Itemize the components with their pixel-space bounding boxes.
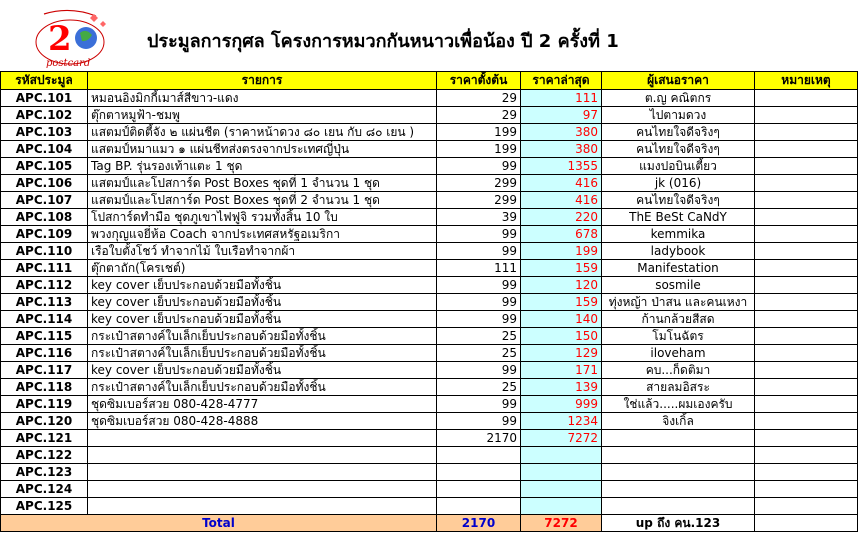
- table-row: [1, 158, 858, 175]
- total-label[interactable]: Total: [1, 515, 437, 532]
- cell-code[interactable]: APC.104: [1, 141, 88, 158]
- cell-note[interactable]: [755, 396, 858, 413]
- auction-table: [0, 71, 858, 532]
- cell-code[interactable]: APC.117: [1, 362, 88, 379]
- cell-latest-price[interactable]: 171: [521, 362, 602, 379]
- cell-latest-price[interactable]: 220: [521, 209, 602, 226]
- cell-note[interactable]: [755, 277, 858, 294]
- cell-note[interactable]: [755, 294, 858, 311]
- table-row: [1, 498, 858, 515]
- cell-note[interactable]: [755, 498, 858, 515]
- cell-bidder[interactable]: ก้านกล้วยสีสด: [602, 311, 755, 328]
- cell-start-price[interactable]: 199: [437, 124, 521, 141]
- cell-latest-price[interactable]: 159: [521, 260, 602, 277]
- cell-note[interactable]: [755, 243, 858, 260]
- table-row: [1, 277, 858, 294]
- cell-bidder[interactable]: จิงเกิ้ล: [602, 413, 755, 430]
- column-header-bidder[interactable]: ผู้เสนอราคา: [602, 72, 755, 90]
- cell-code[interactable]: APC.108: [1, 209, 88, 226]
- total-note-cell[interactable]: [755, 515, 858, 532]
- cell-bidder[interactable]: ThE BeSt CaNdY: [602, 209, 755, 226]
- column-header-code[interactable]: รหัสประมูล: [1, 72, 88, 90]
- table-row: [1, 311, 858, 328]
- cell-item[interactable]: [88, 430, 437, 447]
- cell-bidder[interactable]: [602, 464, 755, 481]
- cell-bidder[interactable]: sosmile: [602, 277, 755, 294]
- table-row: [1, 226, 858, 243]
- cell-start-price[interactable]: 299: [437, 175, 521, 192]
- cell-note[interactable]: [755, 107, 858, 124]
- cell-latest-price[interactable]: 380: [521, 124, 602, 141]
- cell-latest-price[interactable]: 159: [521, 294, 602, 311]
- postcard-logo: [30, 8, 118, 70]
- cell-bidder[interactable]: [602, 447, 755, 464]
- cell-bidder[interactable]: ต.ญ คณิตกร: [602, 90, 755, 107]
- cell-start-price[interactable]: 2170: [437, 430, 521, 447]
- cell-note[interactable]: [755, 209, 858, 226]
- cell-note[interactable]: [755, 175, 858, 192]
- cell-code[interactable]: APC.105: [1, 158, 88, 175]
- table-row: [1, 175, 858, 192]
- cell-bidder[interactable]: ทุ่งหญ้า ป่าสน และคนเหงา: [602, 294, 755, 311]
- column-header-note[interactable]: หมายเหตุ: [755, 72, 858, 90]
- cell-latest-price[interactable]: 416: [521, 175, 602, 192]
- cell-item[interactable]: key cover เย็บประกอบด้วยมือทั้งชิ้น: [88, 277, 437, 294]
- cell-start-price[interactable]: 29: [437, 107, 521, 124]
- cell-note[interactable]: [755, 362, 858, 379]
- cell-item[interactable]: Tag BP. รุ่นรองเท้าแตะ 1 ชุด: [88, 158, 437, 175]
- cell-code[interactable]: APC.107: [1, 192, 88, 209]
- table-row: [1, 481, 858, 498]
- cell-item[interactable]: ชุดซิมเบอร์สวย 080-428-4777: [88, 396, 437, 413]
- table-row: [1, 209, 858, 226]
- cell-item[interactable]: ชุดซิมเบอร์สวย 080-428-4888: [88, 413, 437, 430]
- cell-code[interactable]: APC.112: [1, 277, 88, 294]
- cell-code[interactable]: APC.124: [1, 481, 88, 498]
- table-row: [1, 413, 858, 430]
- cell-bidder[interactable]: [602, 498, 755, 515]
- cell-latest-price[interactable]: 678: [521, 226, 602, 243]
- cell-latest-price[interactable]: [521, 498, 602, 515]
- cell-latest-price[interactable]: 380: [521, 141, 602, 158]
- cell-bidder[interactable]: โมโนฉัตร: [602, 328, 755, 345]
- cell-item[interactable]: ตุ๊กตาหมูฟ้า-ชมพู: [88, 107, 437, 124]
- cell-item[interactable]: โปสการ์ดทำมือ ชุดภูเขาไฟฟูจิ รวมทั้งสิ้น 10 ใบ: [88, 209, 437, 226]
- cell-code[interactable]: APC.110: [1, 243, 88, 260]
- cell-start-price[interactable]: [437, 464, 521, 481]
- cell-latest-price[interactable]: 416: [521, 192, 602, 209]
- cell-code[interactable]: APC.122: [1, 447, 88, 464]
- cell-latest-price[interactable]: 97: [521, 107, 602, 124]
- cell-code[interactable]: APC.114: [1, 311, 88, 328]
- cell-code[interactable]: APC.109: [1, 226, 88, 243]
- cell-start-price[interactable]: 99: [437, 277, 521, 294]
- cell-item[interactable]: กระเป๋าสตางค์ใบเล็กเย็บประกอบด้วยมือทั้งชิ้น: [88, 379, 437, 396]
- cell-item[interactable]: เรือใบตั้งโชว์ ทำจากไม้ ใบเรือทำจากผ้า: [88, 243, 437, 260]
- cell-bidder[interactable]: สายลมอิสระ: [602, 379, 755, 396]
- cell-item[interactable]: [88, 447, 437, 464]
- cell-start-price[interactable]: 111: [437, 260, 521, 277]
- cell-start-price[interactable]: 199: [437, 141, 521, 158]
- cell-bidder[interactable]: jk (016): [602, 175, 755, 192]
- cell-latest-price[interactable]: 129: [521, 345, 602, 362]
- cell-bidder[interactable]: ladybook: [602, 243, 755, 260]
- cell-item[interactable]: พวงกุญแจยี่ห้อ Coach จากประเทศสหรัฐอเมริกา: [88, 226, 437, 243]
- cell-code[interactable]: APC.106: [1, 175, 88, 192]
- table-row: [1, 260, 858, 277]
- cell-bidder[interactable]: คนไทยใจดีจริงๆ: [602, 141, 755, 158]
- cell-start-price[interactable]: 99: [437, 413, 521, 430]
- cell-start-price[interactable]: 99: [437, 226, 521, 243]
- table-row: [1, 90, 858, 107]
- table-row: [1, 141, 858, 158]
- cell-start-price[interactable]: 99: [437, 362, 521, 379]
- cell-bidder[interactable]: kemmika: [602, 226, 755, 243]
- cell-start-price[interactable]: [437, 447, 521, 464]
- sheet-header: [0, 0, 863, 71]
- table-row: [1, 107, 858, 124]
- table-row: [1, 362, 858, 379]
- cell-code[interactable]: APC.111: [1, 260, 88, 277]
- cell-code[interactable]: APC.115: [1, 328, 88, 345]
- cell-code[interactable]: APC.119: [1, 396, 88, 413]
- cell-bidder[interactable]: คนไทยใจดีจริงๆ: [602, 192, 755, 209]
- cell-latest-price[interactable]: 1234: [521, 413, 602, 430]
- table-row: [1, 294, 858, 311]
- cell-item[interactable]: แสตมป์ติดตี้จัง ๒ แผ่นชีต (ราคาหน้าดวง ๘๐ เยน กับ ๘๐ เยน ): [88, 124, 437, 141]
- cell-start-price[interactable]: 99: [437, 158, 521, 175]
- cell-latest-price[interactable]: [521, 481, 602, 498]
- cell-bidder[interactable]: แมงปอบินเตี้ยว: [602, 158, 755, 175]
- cell-latest-price[interactable]: 7272: [521, 430, 602, 447]
- table-row: [1, 243, 858, 260]
- cell-item[interactable]: กระเป๋าสตางค์ใบเล็กเย็บประกอบด้วยมือทั้งชิ้น: [88, 345, 437, 362]
- cell-start-price[interactable]: 99: [437, 396, 521, 413]
- cell-item[interactable]: key cover เย็บประกอบด้วยมือทั้งชิ้น: [88, 311, 437, 328]
- cell-code[interactable]: APC.125: [1, 498, 88, 515]
- cell-latest-price[interactable]: 120: [521, 277, 602, 294]
- table-row: [1, 447, 858, 464]
- total-row: [1, 515, 858, 532]
- total-latest-price[interactable]: 7272: [521, 515, 602, 532]
- cell-start-price[interactable]: 29: [437, 90, 521, 107]
- cell-note[interactable]: [755, 192, 858, 209]
- cell-start-price[interactable]: [437, 481, 521, 498]
- cell-bidder[interactable]: [602, 430, 755, 447]
- header-row: [1, 72, 858, 90]
- cell-note[interactable]: [755, 379, 858, 396]
- cell-start-price[interactable]: 99: [437, 294, 521, 311]
- cell-code[interactable]: APC.101: [1, 90, 88, 107]
- table-row: [1, 464, 858, 481]
- cell-note[interactable]: [755, 464, 858, 481]
- cell-latest-price[interactable]: 999: [521, 396, 602, 413]
- cell-item[interactable]: key cover เย็บประกอบด้วยมือทั้งชิ้น: [88, 362, 437, 379]
- cell-latest-price[interactable]: 140: [521, 311, 602, 328]
- cell-item[interactable]: key cover เย็บประกอบด้วยมือทั้งชิ้น: [88, 294, 437, 311]
- cell-latest-price[interactable]: [521, 464, 602, 481]
- cell-note[interactable]: [755, 481, 858, 498]
- cell-bidder[interactable]: iloveham: [602, 345, 755, 362]
- cell-bidder[interactable]: คบ...ก็ดติมา: [602, 362, 755, 379]
- cell-code[interactable]: APC.103: [1, 124, 88, 141]
- cell-bidder[interactable]: คนไทยใจดีจริงๆ: [602, 124, 755, 141]
- cell-start-price[interactable]: 299: [437, 192, 521, 209]
- table-row: [1, 430, 858, 447]
- cell-item[interactable]: แสตมป์หมาแมว ๑ แผ่นชีทส่งตรงจากประเทศญี่ปุ่น: [88, 141, 437, 158]
- table-row: [1, 396, 858, 413]
- cell-latest-price[interactable]: 150: [521, 328, 602, 345]
- cell-note[interactable]: [755, 413, 858, 430]
- table-row: [1, 328, 858, 345]
- cell-bidder[interactable]: ไปตามดวง: [602, 107, 755, 124]
- total-start-price[interactable]: 2170: [437, 515, 521, 532]
- cell-bidder[interactable]: Manifestation: [602, 260, 755, 277]
- cell-code[interactable]: APC.120: [1, 413, 88, 430]
- cell-start-price[interactable]: 99: [437, 311, 521, 328]
- cell-bidder[interactable]: [602, 481, 755, 498]
- cell-item[interactable]: [88, 498, 437, 515]
- cell-item[interactable]: หมอนอิงมิกกี้เมาส์สีขาว-แดง: [88, 90, 437, 107]
- cell-code[interactable]: APC.102: [1, 107, 88, 124]
- cell-start-price[interactable]: 39: [437, 209, 521, 226]
- column-header-item[interactable]: รายการ: [88, 72, 437, 90]
- cell-latest-price[interactable]: 1355: [521, 158, 602, 175]
- cell-latest-price[interactable]: 199: [521, 243, 602, 260]
- cell-code[interactable]: APC.123: [1, 464, 88, 481]
- cell-note[interactable]: [755, 328, 858, 345]
- cell-code[interactable]: APC.113: [1, 294, 88, 311]
- cell-start-price[interactable]: 99: [437, 243, 521, 260]
- cell-item[interactable]: [88, 481, 437, 498]
- cell-note[interactable]: [755, 158, 858, 175]
- cell-note[interactable]: [755, 141, 858, 158]
- cell-latest-price[interactable]: 139: [521, 379, 602, 396]
- cell-latest-price[interactable]: [521, 447, 602, 464]
- cell-start-price[interactable]: 25: [437, 328, 521, 345]
- cell-note[interactable]: [755, 430, 858, 447]
- cell-note[interactable]: [755, 311, 858, 328]
- table-row: [1, 379, 858, 396]
- page-title: ประมูลการกุศล โครงการหมวกกันหนาวเพื่อน้อง ปี 2 ครั้งที่ 1: [147, 31, 619, 52]
- cell-item[interactable]: แสตมป์และโปสการ์ด Post Boxes ชุดที่ 1 จำนวน 1 ชุด: [88, 175, 437, 192]
- table-row: [1, 124, 858, 141]
- cell-bidder[interactable]: ใช่แล้ว.....ผมเองครับ: [602, 396, 755, 413]
- cell-item[interactable]: กระเป๋าสตางค์ใบเล็กเย็บประกอบด้วยมือทั้งชิ้น: [88, 328, 437, 345]
- svg-text:2: 2: [48, 19, 72, 59]
- cell-note[interactable]: [755, 124, 858, 141]
- logo-text: postcard: [46, 58, 91, 69]
- column-header-start-price[interactable]: ราคาตั้งต้น: [437, 72, 521, 90]
- cell-note[interactable]: [755, 226, 858, 243]
- cell-code[interactable]: APC.118: [1, 379, 88, 396]
- cell-latest-price[interactable]: 111: [521, 90, 602, 107]
- column-header-latest-price[interactable]: ราคาล่าสุด: [521, 72, 602, 90]
- cell-item[interactable]: ตุ๊กตาถัก(โครเชต์): [88, 260, 437, 277]
- cell-note[interactable]: [755, 90, 858, 107]
- cell-start-price[interactable]: 25: [437, 345, 521, 362]
- cell-start-price[interactable]: [437, 498, 521, 515]
- cell-code[interactable]: APC.116: [1, 345, 88, 362]
- total-bidder-note[interactable]: up ถึง คน.123: [602, 515, 755, 532]
- table-row: [1, 192, 858, 209]
- cell-note[interactable]: [755, 260, 858, 277]
- table-row: [1, 345, 858, 362]
- cell-note[interactable]: [755, 447, 858, 464]
- cell-item[interactable]: แสตมป์และโปสการ์ด Post Boxes ชุดที่ 2 จำนวน 1 ชุด: [88, 192, 437, 209]
- cell-code[interactable]: APC.121: [1, 430, 88, 447]
- cell-start-price[interactable]: 25: [437, 379, 521, 396]
- cell-note[interactable]: [755, 345, 858, 362]
- cell-item[interactable]: [88, 464, 437, 481]
